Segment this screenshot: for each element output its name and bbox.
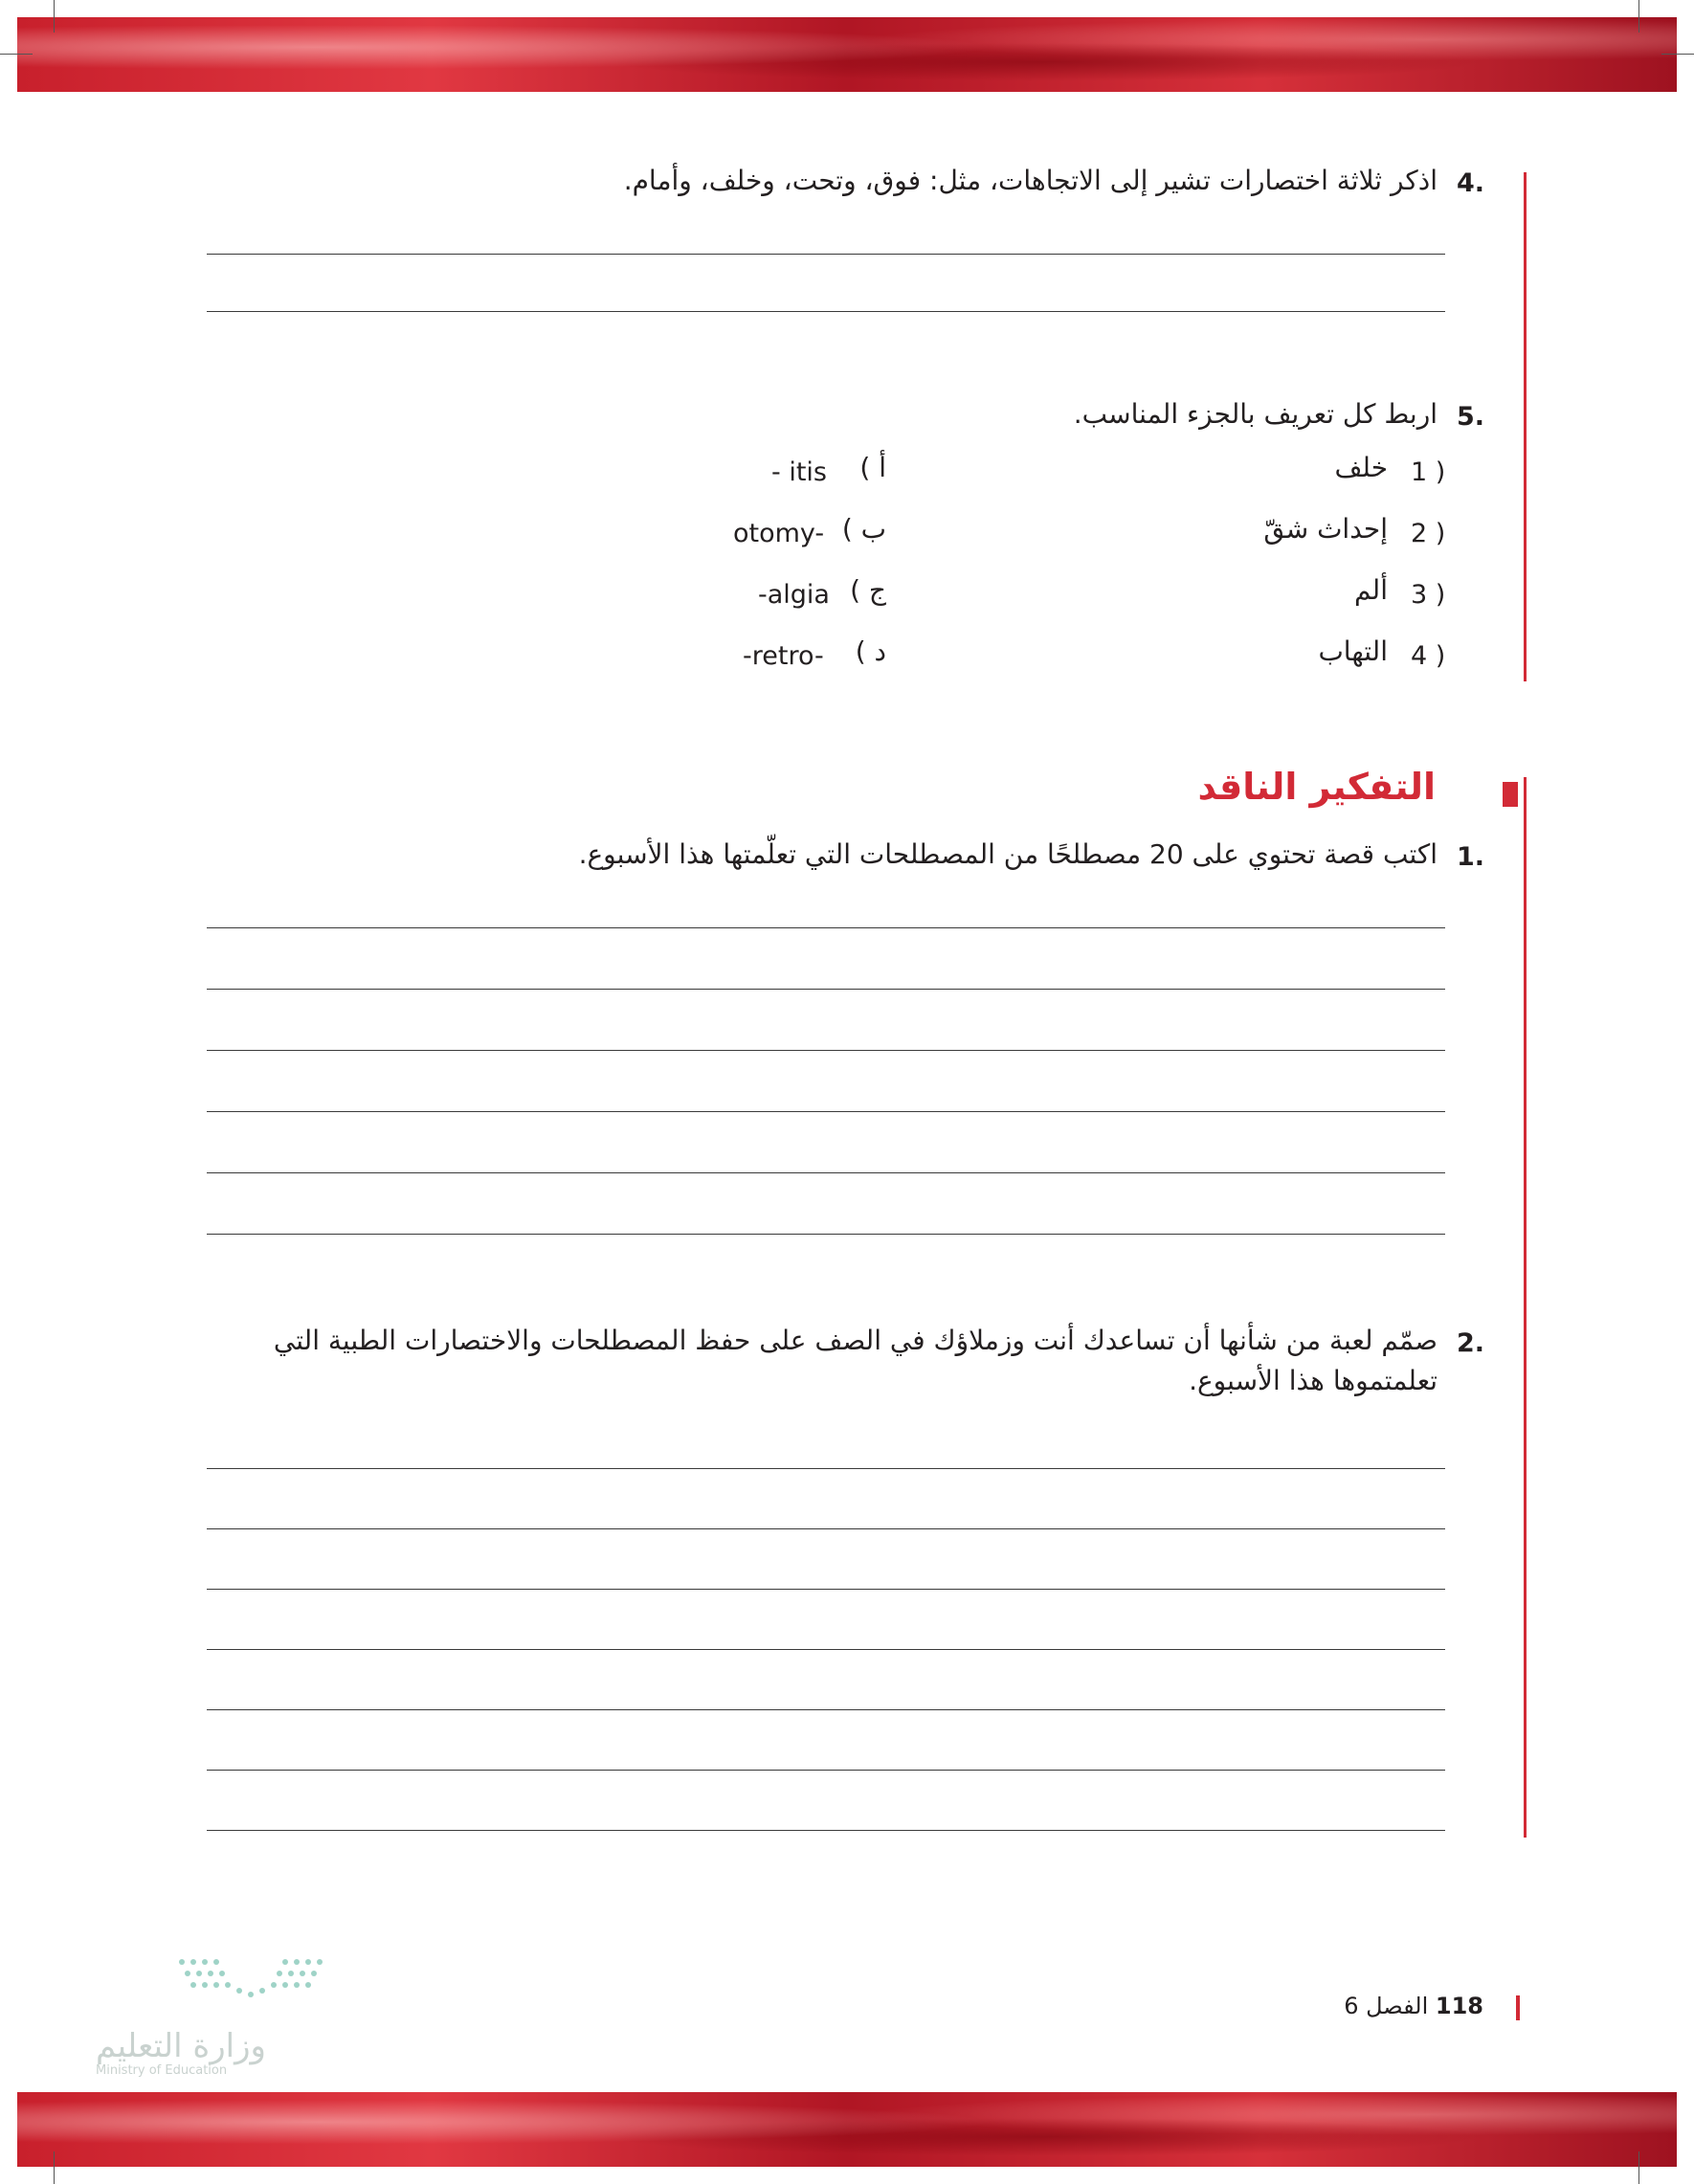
question-5-text: اربط كل تعريف بالجزء المناسب.: [1073, 398, 1438, 430]
answer-line[interactable]: [207, 1050, 1445, 1051]
answer-line[interactable]: [207, 311, 1445, 312]
crop-mark: [1638, 2151, 1639, 2184]
part-letter: أ ): [859, 452, 886, 483]
answer-line[interactable]: [207, 1468, 1445, 1469]
answer-line[interactable]: [207, 989, 1445, 990]
part-term: -algia: [758, 580, 830, 610]
answer-line[interactable]: [207, 927, 1445, 928]
logo-dots-icon: [172, 1952, 345, 2000]
answer-line[interactable]: [207, 1234, 1445, 1235]
part-term: -retro-: [743, 641, 824, 671]
question-4-text: اذكر ثلاثة اختصارات تشير إلى الاتجاهات، مثل: فوق، وتحت، وخلف، وأمام.: [623, 165, 1438, 196]
definition-label: إحداث شقّ: [1263, 513, 1388, 545]
crop-mark: [1638, 0, 1639, 33]
critical-question-2-number: 2.: [1457, 1328, 1485, 1358]
answer-line[interactable]: [207, 1111, 1445, 1112]
critical-question-1-text: اكتب قصة تحتوي على 20 مصطلحًا من المصطلحات التي تعلّمتها هذا الأسبوع.: [578, 838, 1438, 870]
definition-number: 2 ): [1411, 519, 1446, 548]
question-5-number: 5.: [1457, 402, 1485, 432]
crop-mark: [54, 2151, 55, 2184]
answer-line[interactable]: [207, 1172, 1445, 1173]
answer-line[interactable]: [207, 1528, 1445, 1529]
answer-line[interactable]: [207, 1770, 1445, 1771]
definition-label: خلف: [1334, 452, 1388, 483]
part-letter: ج ): [850, 574, 886, 606]
logo-arabic-text: وزارة التعليم: [96, 2027, 266, 2065]
footer-accent-bar: [1516, 1995, 1520, 2020]
answer-line[interactable]: [207, 1589, 1445, 1590]
section-side-bar: [1524, 172, 1527, 681]
answer-line[interactable]: [207, 1830, 1445, 1831]
question-4-number: 4.: [1457, 168, 1485, 198]
logo-english-text: Ministry of Education: [96, 2063, 228, 2078]
top-decorative-banner: [17, 17, 1677, 92]
answer-line[interactable]: [207, 254, 1445, 255]
part-letter: د ): [855, 635, 886, 667]
definition-label: التهاب: [1318, 635, 1388, 667]
section-marker: [1503, 782, 1518, 807]
part-letter: ب ): [841, 513, 886, 545]
answer-line[interactable]: [207, 1649, 1445, 1650]
definition-number: 1 ): [1411, 457, 1446, 487]
definition-number: 3 ): [1411, 580, 1446, 610]
section-title: التفكير الناقد: [1197, 766, 1436, 808]
crop-mark: [1661, 54, 1694, 55]
ministry-logo: [96, 1952, 345, 2077]
section-side-bar: [1524, 777, 1527, 1838]
part-term: - itis: [771, 457, 827, 487]
crop-mark: [54, 0, 55, 33]
answer-line[interactable]: [207, 1709, 1445, 1710]
critical-question-2-text: صمّم لعبة من شأنها أن تساعدك أنت وزملاؤك في الصف على حفظ المصطلحات والاختصارات الطبية التي تعلمتموها هذا الأسبوع.: [273, 1325, 1438, 1396]
bottom-decorative-banner: [17, 2092, 1677, 2167]
chapter-label: الفصل 6: [1344, 1993, 1429, 2019]
definition-label: ألم: [1354, 574, 1388, 606]
page-number: 118: [1435, 1993, 1483, 2019]
crop-mark: [0, 54, 33, 55]
critical-question-1-number: 1.: [1457, 842, 1485, 872]
part-term: otomy-: [733, 519, 825, 548]
definition-number: 4 ): [1411, 641, 1446, 671]
footer-page-info: [1344, 1993, 1483, 2019]
